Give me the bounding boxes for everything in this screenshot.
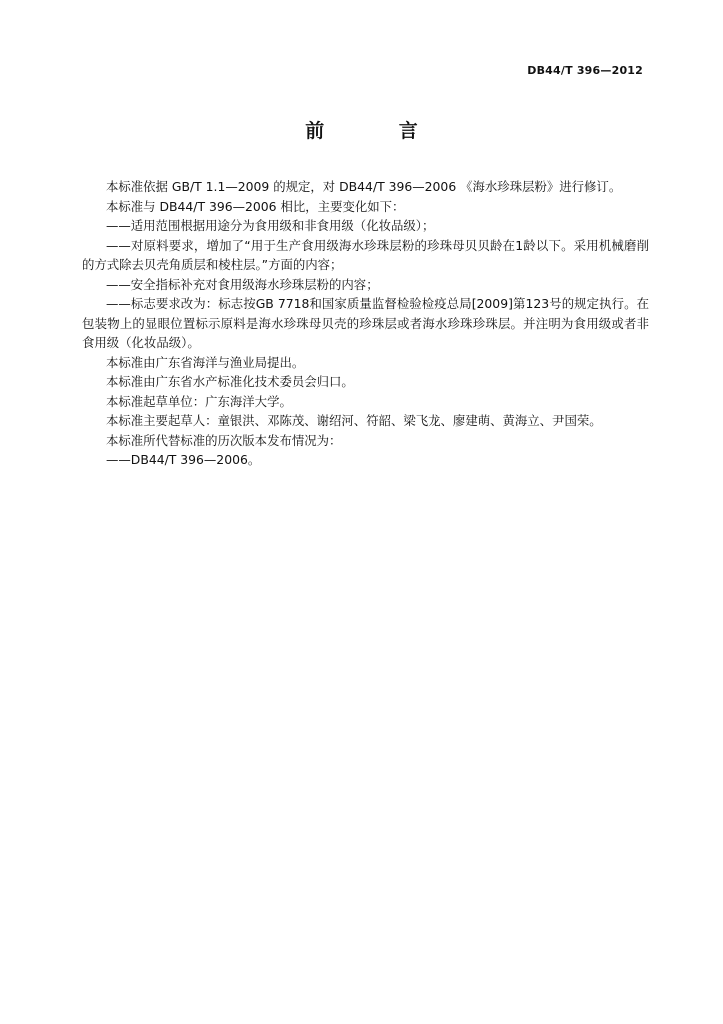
foreword-body [82,177,649,470]
paragraph-drafting-unit: 本标准起草单位：广东海洋大学。 [106,393,292,409]
paragraph-change-scope: ——适用范围根据用途分为食用级和非食用级（化妆品级）； [106,218,435,233]
page-title: 前 言 [305,120,452,142]
paragraph-change-safety: ——安全指标补充对食用级海水珍珠层粉的内容； [106,276,379,292]
document-code: DB44/T 396—2012 [527,64,643,77]
paragraph-administrator: 本标准由广东省水产标准化技术委员会归口。 [106,374,354,389]
paragraph-changes-intro: 本标准与 DB44/T 396—2006 相比，主要变化如下： [106,198,405,214]
paragraph-drafters: 本标准主要起草人：童银洪、邓陈茂、谢绍河、符韶、梁飞龙、廖建萌、黄海立、尹国荣。 [106,413,602,428]
paragraph-change-raw-material: ——对原料要求，增加了“用于生产食用级海水珍珠层粉的珍珠母贝贝龄在1龄以下。采用机械磨削的方式除去贝壳角质层和棱柱层。”方面的内容； [82,237,649,272]
paragraph-basis: 本标准依据 GB/T 1.1—2009 的规定，对 DB44/T 396—2006 《海水珍珠层粉》进行修订。 [106,179,622,194]
paragraph-proposer: 本标准由广东省海洋与渔业局提出。 [106,354,305,370]
paragraph-history-item: ——DB44/T 396—2006。 [106,452,261,467]
paragraph-change-labeling: ——标志要求改为：标志按GB 7718和国家质量监督检验检疫总局[2009]第123号的规定执行。在包装物上的显眼位置标示原料是海水珍珠母贝壳的珍珠层或者海水珍珠珍珠层。并注明为食用级或者非食用级（化妆品级）。 [82,296,649,350]
paragraph-history-intro: 本标准所代替标准的历次版本发布情况为： [106,432,342,448]
